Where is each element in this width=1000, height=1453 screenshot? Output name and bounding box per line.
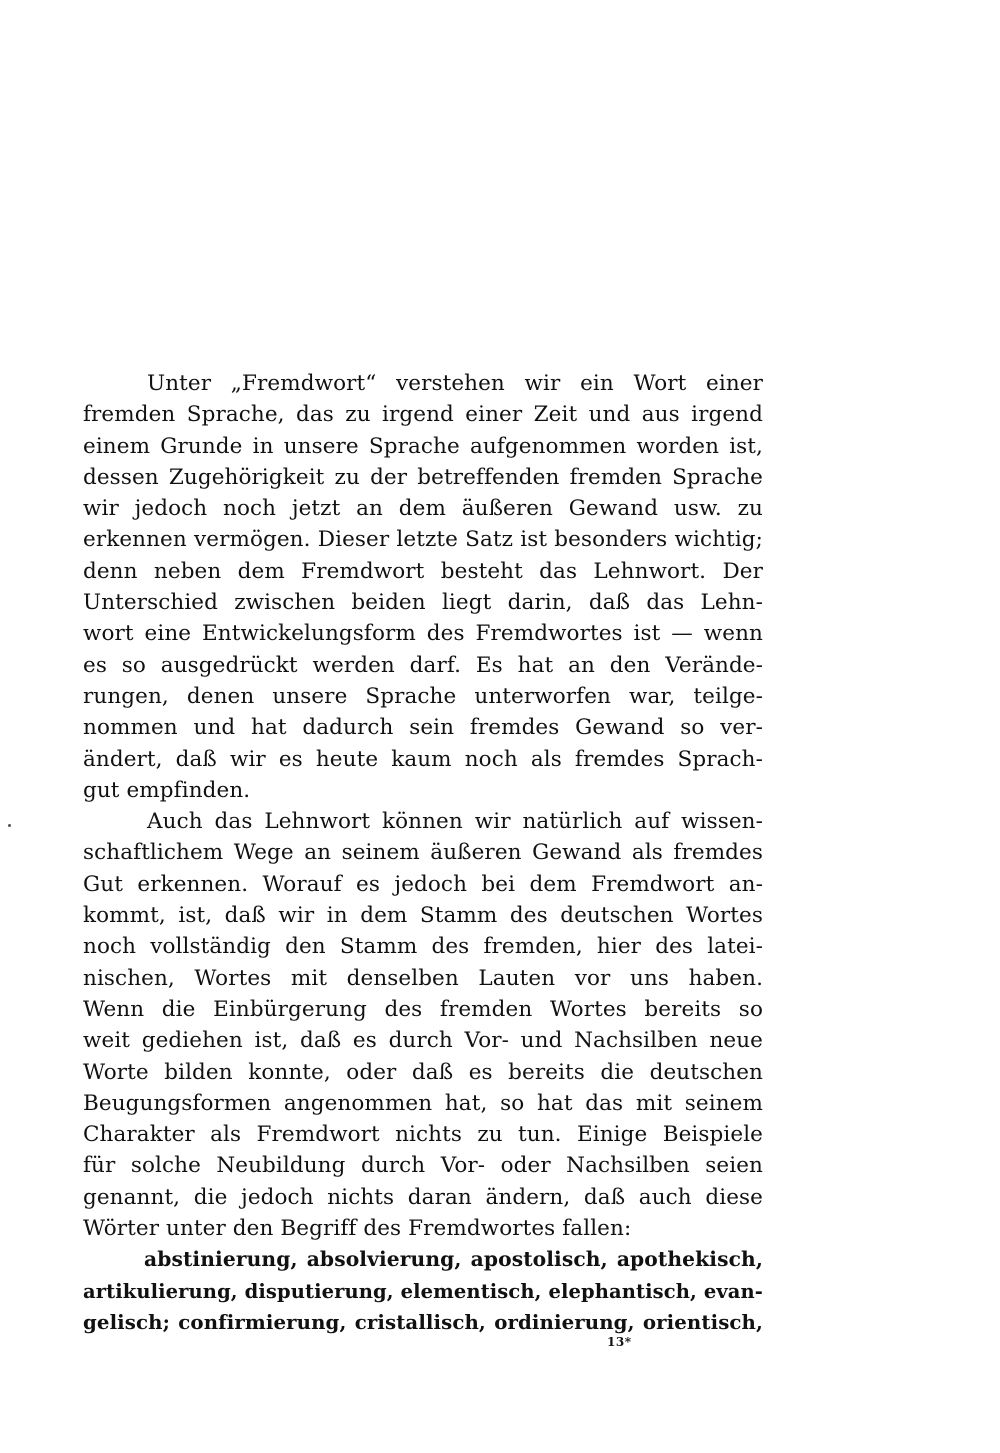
text-line: Wenn die Einbürgerung des fremden Wortes bereits so	[83, 996, 763, 1022]
text-line: Gut erkennen. Worauf es jedoch bei dem Fremdwort an-	[83, 871, 763, 897]
text-line: Beugungsformen angenommen hat, so hat das mit seinem	[83, 1090, 763, 1116]
paragraph-lehnwort	[83, 806, 763, 1244]
text-line: gut empfinden.	[83, 777, 251, 803]
text-line: Charakter als Fremdwort nichts zu tun. Einige Beispiele	[83, 1122, 763, 1148]
text-line: Worte bilden konnte, oder daß es bereits die deutschen	[83, 1059, 763, 1085]
text-line: ändert, daß wir es heute kaum noch als fremdes Sprach-	[83, 746, 763, 772]
text-line: rungen, denen unsere Sprache unterworfen war, teilge-	[83, 683, 763, 709]
text-line: wir jedoch noch jetzt an dem äußeren Gewand usw. zu	[83, 496, 763, 522]
word-list-line: abstinierung, absolvierung, apostolisch, apothekisch,	[144, 1247, 763, 1272]
text-line: noch vollständig den Stamm des fremden, hier des latei-	[83, 934, 763, 960]
text-line: kommt, ist, daß wir in dem Stamm des deutschen Wortes	[83, 903, 763, 929]
text-line: für solche Neubildung durch Vor- oder Nachsilben seien	[83, 1153, 763, 1179]
text-line: Auch das Lehnwort können wir natürlich auf wissen-	[147, 809, 763, 835]
text-line: Unterschied zwischen beiden liegt darin, daß das Lehn-	[83, 590, 763, 616]
text-line: denn neben dem Fremdwort besteht das Lehnwort. Der	[83, 558, 763, 584]
body-text	[83, 368, 763, 1338]
text-line: nommen und hat dadurch sein fremdes Gewand so ver-	[83, 715, 763, 741]
paragraph-word-list	[83, 1244, 763, 1338]
word-list-line: gelisch; confirmierung, cristallisch, ordinierung, orientisch,	[83, 1309, 763, 1334]
margin-speck	[8, 824, 11, 827]
text-line: es so ausgedrückt werden darf. Es hat an den Verände-	[83, 652, 763, 678]
text-line: Wörter unter den Begriff des Fremdwortes fallen:	[83, 1216, 632, 1242]
text-line: fremden Sprache, das zu irgend einer Zeit und aus irgend	[83, 402, 763, 428]
word-list-line: artikulierung, disputierung, elementisch, elephantisch, evan-	[83, 1279, 763, 1303]
text-line: Unter „Fremdwort“ verstehen wir ein Wort einer	[147, 371, 763, 396]
text-line: erkennen vermögen. Dieser letzte Satz ist besonders wichtig;	[83, 527, 763, 553]
paragraph-definition	[83, 368, 763, 806]
text-line: schaftlichem Wege an seinem äußeren Gewand als fremdes	[83, 840, 763, 866]
text-line: dessen Zugehörigkeit zu der betreffenden fremden Sprache	[83, 464, 763, 490]
text-line: einem Grunde in unsere Sprache aufgenommen worden ist,	[83, 433, 763, 459]
text-line: wort eine Entwickelungsform des Fremdwortes ist — wenn	[83, 621, 763, 647]
text-line: genannt, die jedoch nichts daran ändern, daß auch diese	[83, 1184, 763, 1210]
text-line: nischen, Wortes mit denselben Lauten vor uns haben.	[83, 965, 763, 991]
text-line: weit gediehen ist, daß es durch Vor- und Nachsilben neue	[83, 1028, 763, 1054]
page-number: 13*	[607, 1335, 632, 1349]
